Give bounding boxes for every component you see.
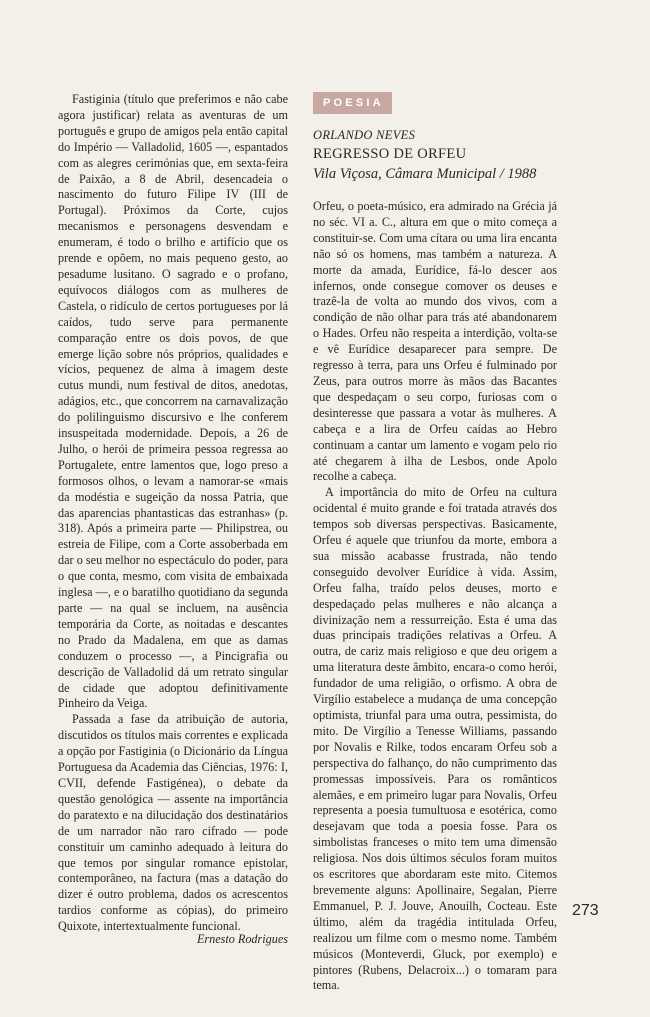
page-number: 273 xyxy=(572,902,599,919)
review-body xyxy=(313,199,557,994)
book-title: REGRESSO DE ORFEU xyxy=(313,146,467,162)
left-paragraph-2: Passada a fase da atribuição de autoria, discutidos os títulos mais correntes e explicada a opção por Fastiginia (o Dicionário da Língua Portuguesa da Academia das Ciências, 1976: I, CVII, defende Fastigénea), o debate da questão genológica — assente na importância do paratexto e na dilucidação dos destinatários de um narrador não raro cifrado — pode constituir um caminho adequado à leitura do que temos por singular romance epistolar, contemporâneo, na factura (mas a datação do dizer é outro problema, dados os acrescentos tardios conforme as cópias), do primeiro Quixote, intertextualmente funcional. xyxy=(58,712,288,934)
publication-info: Vila Viçosa, Câmara Municipal / 1988 xyxy=(313,166,537,182)
review-right-column xyxy=(313,92,557,994)
right-paragraph-1: Orfeu, o poeta-músico, era admirado na Grécia já no séc. VI a. C., altura em que o mito começa a constituir-se. Com uma cítara ou uma lira encanta não só os homens, mas também a natureza. A morte da amada, Eurídice, fá-lo descer aos infernos, onde consegue comover os deuses e trazê-la de volta ao mundo dos vivos, com a condição de não olhar para trás até abandonarem o Hades. Orfeu não respeita a interdição, volta-se e vê Eurídice desaparecer para sempre. De regresso à terra, para uns Orfeu é fulminado por Zeus, para outros morre às mãos das Bacantes que despedaçam o seu corpo, furiosas com o desinteresse que passara a votar às mulheres. A cabeça e a lira de Orfeu caídas ao Hebro continuam a cantar um lamento e vogam pelo rio até chegarem à ilha de Lesbos, onde Apolo recolhe a cabeça. xyxy=(313,199,557,484)
section-badge: POESIA xyxy=(313,92,392,114)
right-paragraph-2: A importância do mito de Orfeu na cultura ocidental é muito grande e foi tratada através dos tempos sob diversas perspectivas. Basicamente, Orfeu é aquele que triunfou da morte, embora a sua missão acabasse frustrada, não tendo conseguido devolver Eurídice à vida. Assim, Orfeu falha, traído pelos deuses, morto e despedaçado pelas mulheres e não alcança a divinização nem a ressurreição. Esta é uma das duas principais tradições relativas a Orfeu. A outra, de cariz mais religioso e que deu origem a uma literatura deste âmbito, encara-o como herói, fundador de uma religião, o orfismo. A obra de Virgílio estabelece a mudança de uma concepção optimista, triunfal para uma outra, pessimista, do mito. De Virgílio a Tenesse Williams, passando por Novalis e Rilke, todos encaram Orfeu sob a perspectiva do falhanço, do não cumprimento das promessas impossíveis. Para os românticos alemães, e em primeiro lugar para Novalis, Orfeu representa a poesia tumultuosa e esotérica, como desejavam que toda a poesia fosse. Para os simbolistas franceses o mito tem uma dimensão religiosa. Nos dois últimos séculos foram muitos os escritores que abordaram este mito. Citemos brevemente alguns: Apollinaire, Segalan, Pierre Emmanuel, P. J. Jouve, Anouilh, Cocteau. Este último, além da tragédia intitulada Orfeu, realizou um filme com o mesmo nome. Também músicos (Monteverdi, Gluck, por exemplo) e pintores (Rubens, Delacroix...) o tomaram para tema. xyxy=(313,485,557,993)
book-author: ORLANDO NEVES xyxy=(313,128,416,142)
reviewer-signature: Ernesto Rodrigues xyxy=(196,932,288,946)
left-paragraph-1: Fastiginia (título que preferimos e não cabe agora justificar) relata as aventuras de um português e grupo de amigos pela então capital do Império — Valladolid, 1605 —, espantados com as alegres cerimónias que, em sexta-feira de Paixão, a 8 de Abril, desencadeia o nascimento do futuro Filipe IV (III de Portugal). Próximos da Corte, cujos mecanismos e personagens desvendam e enumeram, é todo o brilho e artifício que os prende e opõem, no mais pequeno gesto, ao pesadume lusitano. O sagrado e o profano, equívocos diálogos com as mulheres de Castela, o ridículo de certos portugueses por lá caídos, tudo serve para permanente comparação entre os dois povos, de que emerge lição sobre nós próprios, qualidades e vícios, pequenez de alma à imagem deste cutus mundi, num festival de ditos, anedotas, adágios, etc., que concorrem na carnavalização do polilinguismo discursivo e lhe conferem insuspeitada modernidade. Depois, a 26 de Julho, o herói de primeira pessoa regressa ao Portugalete, entre lamentos que, logo preso a formosos olhos, o levam a namorar-se «mais da modéstia e sugeição da nossa Patria, que das aparencias phantasticas das estranhas» (p. 318). Após a primeira parte — Philipstrea, ou estreia de Filipe, com a Corte assoberbada em dar o seu melhor no espectáculo do poder, para o que conta, mesmo, com visita de embaixada inglesa —, e o baratilho quotidiano da segunda parte — na qual se incluem, na ausência temporária da Corte, as noitadas e descantes no Prado da Madalena, em que as damas conduzem o processo —, a Pincigrafia ou descrição de Valladolid dá um retrato singular de cidade que adoptou definitivamente Pinheiro da Veiga. xyxy=(58,92,288,711)
review-left-column xyxy=(58,92,288,935)
